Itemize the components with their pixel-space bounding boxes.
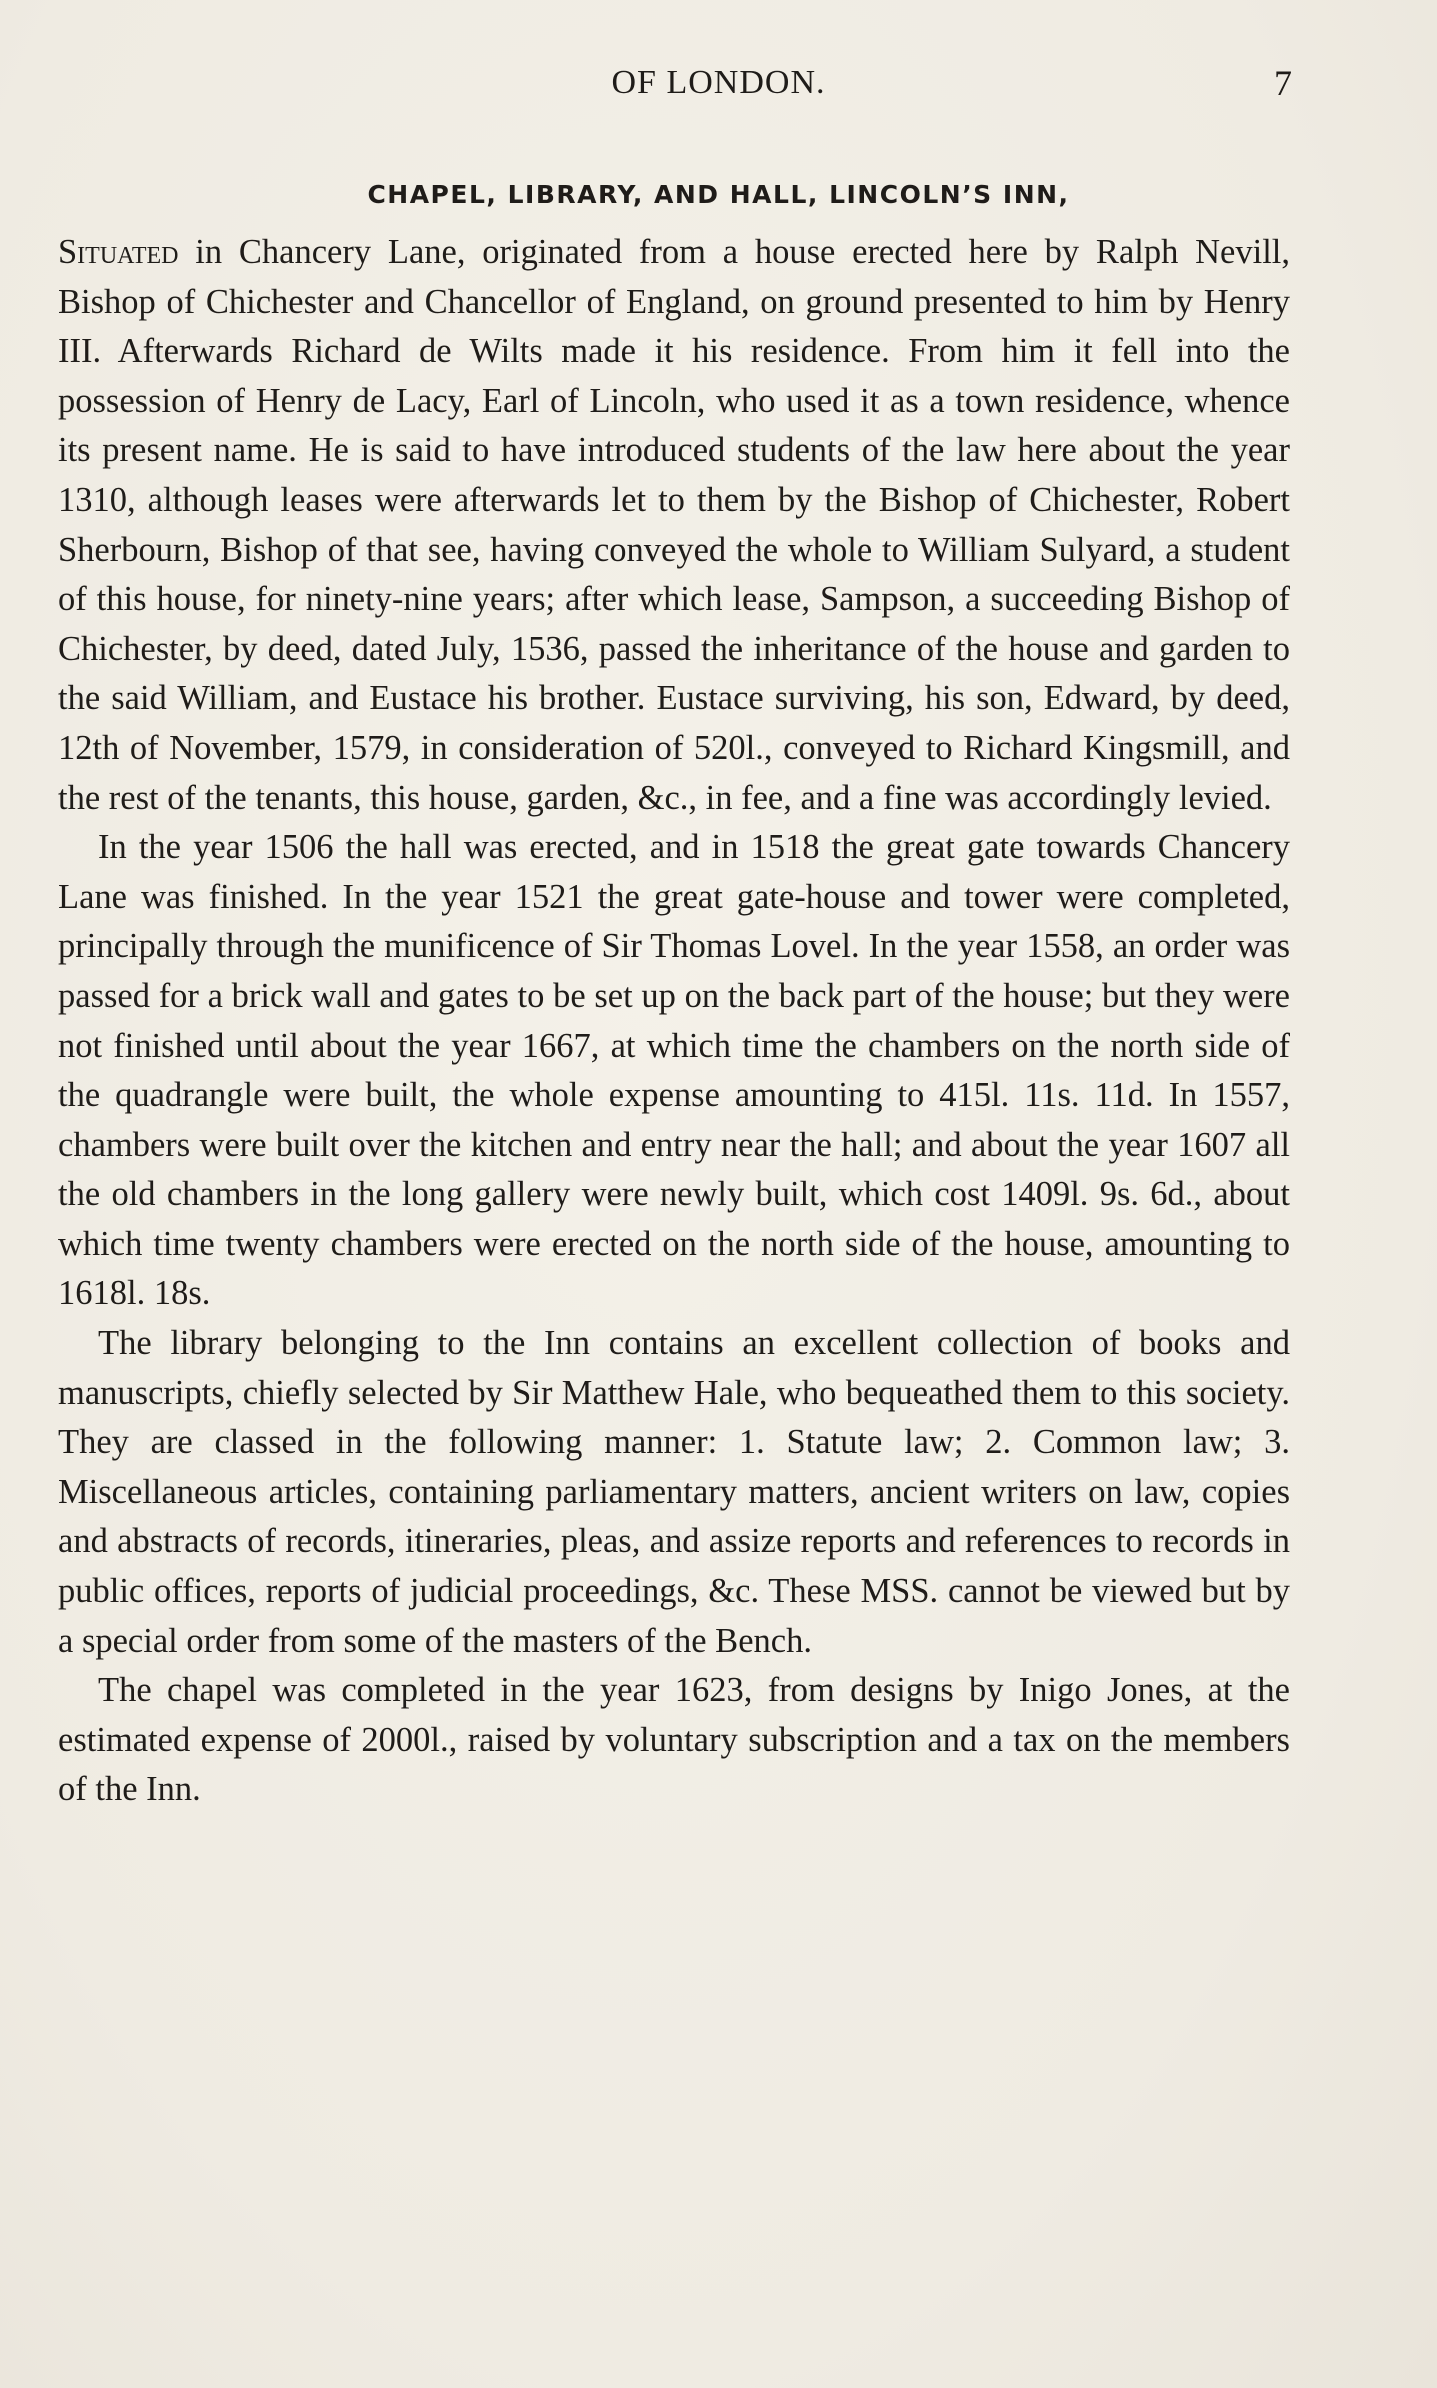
paragraph-library: The library belonging to the Inn contains an excellent collection of books and manuscripts, chiefly selected by Sir Matthew Hale, who bequeathed them to this society. They are classed in the following manner: 1. Statute law; 2. Common law; 3. Miscellaneous articles, containing parliamentary matters, ancient writers on law, copies and abstracts of records, itineraries, pleas, and assize reports and references to records in public offices, reports of judicial proceedings, &c. These MSS. cannot be viewed but by a special order from some of the masters of the Bench.: [58, 1324, 1290, 1660]
paragraph-buildings: In the year 1506 the hall was erected, and in 1518 the great gate towards Chancery Lane was finished. In the year 1521 the great gate-house and tower were completed, principally through the munificence of Sir Thomas Lovel. In the year 1558, an order was passed for a brick wall and gates to be set up on the back part of the house; but they were not finished until about the year 1667, at which time the chambers on the north side of the quadrangle were built, the whole expense amounting to 415l. 11s. 11d. In 1557, chambers were built over the kitchen and entry near the hall; and about the year 1607 all the old chambers in the long gallery were newly built, which cost 1409l. 9s. 6d., about which time twenty chambers were erected on the north side of the house, amounting to 1618l. 18s.: [58, 828, 1290, 1313]
body-text: [58, 228, 1290, 1815]
running-head: [0, 58, 1437, 108]
paragraph-history: [58, 228, 1290, 823]
lead-word: Situated: [58, 233, 179, 271]
section-heading: CHAPEL, LIBRARY, AND HALL, LINCOLN’S INN,: [367, 180, 1070, 209]
page-number: 7: [1274, 63, 1292, 103]
paragraph-text: in Chancery Lane, originated from a house erected here by Ralph Nevill, Bishop of Chichester and Chancellor of England, on ground presented to him by Henry III. Afterwards Richard de Wilts made it his residence. From him it fell into the possession of Henry de Lacy, Earl of Lincoln, who used it as a town residence, whence its present name. He is said to have introduced students of the law here about the year 1310, although leases were afterwards let to them by the Bishop of Chichester, Robert Sherbourn, Bishop of that see, having conveyed the whole to William Sulyard, a student of this house, for ninety-nine years; after which lease, Sampson, a succeeding Bishop of Chichester, by deed, dated July, 1536, passed the inheritance of the house and garden to the said William, and Eustace his brother. Eustace surviving, his son, Edward, by deed, 12th of November, 1579, in consideration of 520l., conveyed to Richard Kingsmill, and the rest of the tenants, this house, garden, &c., in fee, and a fine was accordingly levied.: [58, 233, 1290, 817]
paragraph-chapel: The chapel was completed in the year 1623, from designs by Inigo Jones, at the estimated expense of 2000l., raised by voluntary subscription and a tax on the members of the Inn.: [58, 1671, 1290, 1809]
running-title: OF LONDON.: [611, 64, 826, 101]
